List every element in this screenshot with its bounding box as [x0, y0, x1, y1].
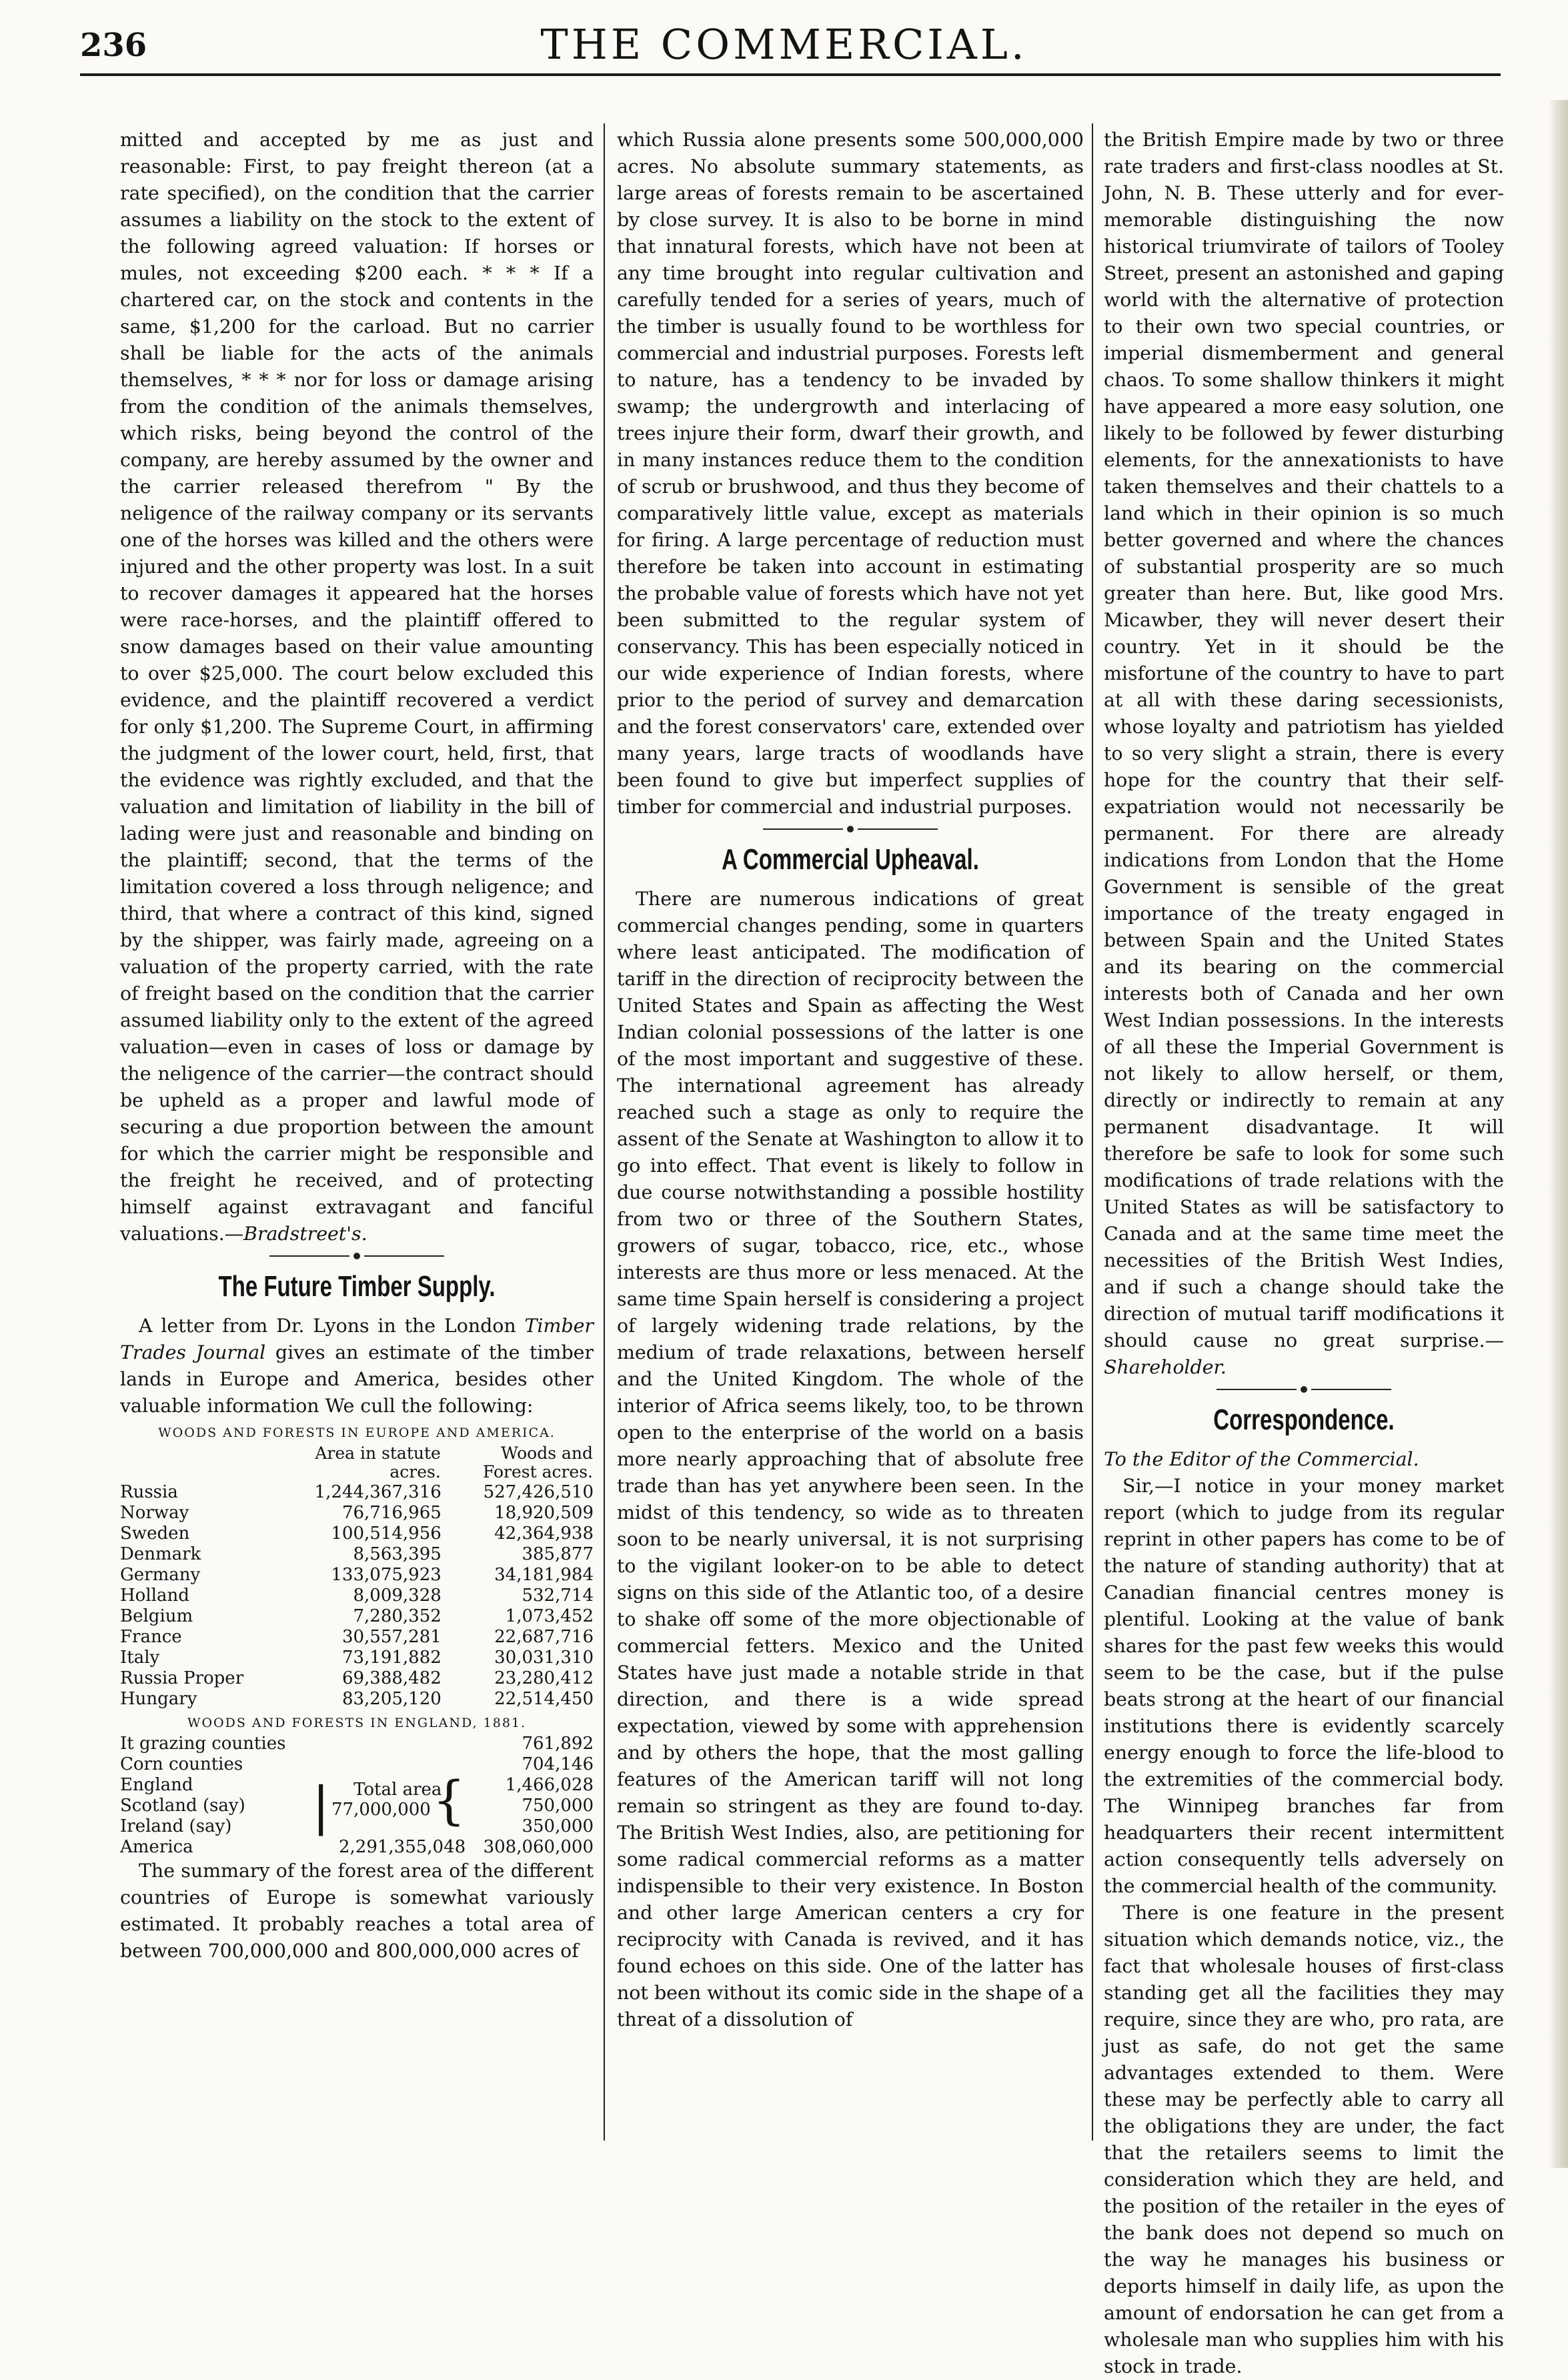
bradstreets-paragraph: mitted and accepted by me as just and reasonable: First, to pay freight thereon (at a rate specified), on the condition that the carrier assumes a liability on the stock to the extent of the following agreed valuation: If horses or mules, not exceeding $200 each. * * * If a chartered car, on the stock and contents in the same, $1,200 for the carload. But no carrier shall be liable for the acts of the animals themselves, * * * nor for loss or damage arising from the condition of the animals themselves, which risks, being beyond the control of the company, are hereby assumed by the owner and the carrier released therefrom " By the neligence of the railway company or its servants one of the horses was killed and the others were injured and the other property was lost. In a suit to recover damages it appeared hat the horses were race-horses, and the plaintiff offered to snow damages based on their value amounting to over $25,000. The court below excluded this evidence, and the plaintiff recovered a verdict for only $1,200. The Supreme Court, in affirming the judgment of the lower court, held, first, that the evidence was rightly excluded, and that the valuation and limitation of liability in the bill of lading were just and reasonable and binding on the plaintiff; second, that the terms of the limitation covered a loss through neligence; and third, that where a contract of this kind, signed by the shipper, was fairly made, agreeing on a valuation of the property carried, with the rate of freight based on the condition that the carrier assumed liability only to the extent of the agreed valuation—even in cases of loss or damage by the neligence of the carrier—the contract should be upheld as a proper and lawful mode of securing a due proportion between the amount for which the carrier might be responsible and the freight he received, and of protecting himself against extravagant and fanciful valuations.—	[120, 129, 594, 1245]
column-3	[1104, 127, 1504, 2380]
table-row-label: England	[120, 1775, 193, 1795]
table-cell: 750,000	[522, 1796, 594, 1816]
headline-timber-supply: The Future Timber Supply.	[218, 1270, 496, 1303]
table-cell: 22,514,450	[494, 1689, 594, 1709]
column-rule-1	[604, 123, 605, 2141]
shareholder-signature: Shareholder.	[1104, 1356, 1227, 1378]
table-row-label: Ireland (say)	[120, 1816, 232, 1836]
table-europe-caption: WOODS AND FORESTS IN EUROPE AND AMERICA.	[158, 1425, 556, 1440]
table-cell: 34,181,984	[494, 1565, 594, 1585]
column-2	[617, 127, 1084, 2033]
table-row	[120, 1586, 594, 1606]
table-cell: 761,892	[522, 1734, 594, 1754]
table-cell: 532,714	[522, 1586, 594, 1606]
table-row-label: Scotland (say)	[120, 1796, 245, 1816]
table-row-label: It grazing counties	[120, 1734, 286, 1754]
correspondence-paragraph-2: There is one feature in the present situation which demands notice, viz., the fact that wholesale houses of first-class standing get all the facilities they may require, since they are who, pro rata, are just as safe, do not get the same advantages extended to them. Were these may be perfectly able to carry all the obligations they are under, the fact that the retailers seems to limit the consideration which they are held, and the position of the retailer in the eyes of the bank does not depend so much on the way he manages his business or deports himself in daily life, as upon the amount of endorsation he can get from a wholesale man who supplies him with his stock in trade.	[1104, 1902, 1504, 2377]
table-row-label: France	[120, 1627, 182, 1647]
headline-commercial-upheaval: A Commercial Upheaval.	[722, 843, 979, 876]
table-england-caption: WOODS AND FORESTS IN ENGLAND, 1881.	[187, 1716, 527, 1730]
timber-intro-paragraph	[120, 1313, 594, 1419]
table-cell: 22,687,716	[494, 1627, 594, 1647]
table-cell: 2,291,355,048	[338, 1837, 466, 1857]
col-head-area: Area in statute acres.	[315, 1443, 441, 1481]
table-row	[120, 1606, 594, 1627]
table-cell: 76,716,965	[341, 1503, 442, 1523]
table-england-forests	[120, 1734, 594, 1858]
header-rule	[80, 73, 1501, 76]
table-cell: 73,191,882	[341, 1648, 442, 1668]
table-row	[120, 1668, 594, 1689]
table-cell: 83,205,120	[341, 1689, 442, 1709]
section-ornament	[1104, 1386, 1504, 1393]
table-cell: 133,075,923	[331, 1565, 442, 1585]
article-bradstreets-text	[120, 127, 594, 1247]
timber-continued-paragraph: which Russia alone presents some 500,000,000 acres. No absolute summary statements, as large areas of forests remain to be ascertained by close survey. It is also to be borne in mind that innatural forests, which have not been at any time brought into regular cultivation and carefully tended for a series of years, much of the timber is usually found to be worthless for commercial and industrial purposes. Forests left to nature, has a tendency to be invaded by swamp; the undergrowth and interlacing of trees injure their form, dwarf their growth, and in many instances reduce them to the condition of scrub or brushwood, and thus they become of comparatively little value, except as materials for firing. A large percentage of reduction must therefore be taken into account in estimating the probable value of forests which have not yet been submitted to the regular system of conservancy. This has been especially noticed in our wide experience of Indian forests, where prior to the period of survey and demarcation and the forest conservators' care, extended over many years, large tracts of woodlands have been found to give but imperfect supplies of timber for commercial and industrial purposes.	[617, 129, 1084, 818]
table-row-label: Russia Proper	[120, 1668, 244, 1688]
timber-journal-name: Timber Trades Journal	[120, 1315, 594, 1363]
table-cell: 350,000	[522, 1816, 594, 1836]
table-cell: 385,877	[522, 1544, 594, 1564]
table-row-label: America	[120, 1837, 193, 1857]
table-row	[120, 1524, 594, 1544]
table-row	[120, 1503, 594, 1524]
column-1	[120, 127, 594, 1964]
table-cell: 18,920,509	[494, 1503, 594, 1523]
bradstreets-signature: Bradstreet's.	[243, 1223, 367, 1245]
table-europe-forests	[120, 1443, 594, 1710]
table-row-label: Belgium	[120, 1606, 193, 1626]
table-row	[120, 1565, 594, 1586]
table-cell: 100,514,956	[331, 1524, 442, 1544]
torn-page-edge	[1548, 100, 1568, 2168]
table-row-label: Russia	[120, 1482, 178, 1502]
table-cell: 308,060,000	[483, 1837, 594, 1857]
correspondence-paragraph-1: Sir,—I notice in your money market report (which to judge from its regular reprint in other papers has come to be of the nature of standing authority) that at Canadian financial centres money is plentiful. Looking at the value of bank shares for the past few weeks this would seem to be the case, but if the pulse beats strong at the heart of our financial institutions there is evidently scarcely energy enough to force the life-blood to the extremities of the commercial body. The Winnipeg branches far from headquarters their recent intermittent action consequently tells adversely on the commercial health of the community.	[1104, 1475, 1504, 1897]
table-cell: 23,280,412	[494, 1668, 594, 1688]
to-editor-line: To the Editor of the Commercial.	[1104, 1448, 1419, 1470]
section-ornament	[617, 826, 1084, 832]
table-row-label: Italy	[120, 1648, 160, 1668]
table-row	[120, 1544, 594, 1565]
total-area-brace: | Total area 77,000,000 {	[312, 1770, 466, 1836]
table-cell: 1,466,028	[505, 1775, 594, 1795]
table-cell: 30,557,281	[341, 1627, 442, 1647]
table-cell: 7,280,352	[353, 1606, 442, 1626]
table-cell: 8,563,395	[353, 1544, 442, 1564]
col-head-woods: Woods and Forest acres.	[482, 1443, 593, 1481]
total-area-label: Total area	[353, 1779, 442, 1800]
table-cell: 30,031,310	[494, 1648, 594, 1668]
table-cell: 527,426,510	[483, 1482, 594, 1502]
table-row	[120, 1627, 594, 1648]
timber-intro-text-a: A letter from Dr. Lyons in the London	[139, 1315, 525, 1337]
page-number: 236	[80, 27, 147, 64]
timber-intro-text-b: gives an estimate of the timber lands in Europe and America, besides other valuable information We cull the following:	[120, 1341, 594, 1417]
column-rule-2	[1092, 123, 1093, 2141]
table-row	[120, 1648, 594, 1668]
table-row-label: Sweden	[120, 1524, 190, 1544]
table-cell: 1,073,452	[505, 1606, 594, 1626]
section-ornament	[120, 1253, 594, 1259]
timber-summary-paragraph: The summary of the forest area of the different countries of Europe is somewhat variously estimated. It probably reaches a total area of between 700,000,000 and 800,000,000 acres of	[120, 1860, 594, 1962]
table-cell: 8,009,328	[353, 1586, 442, 1606]
table-row	[120, 1689, 594, 1710]
upheaval-continued-paragraph	[1104, 127, 1504, 1381]
table-row	[120, 1482, 594, 1503]
table-row-label: Corn counties	[120, 1754, 243, 1774]
table-cell: 42,364,938	[494, 1524, 594, 1544]
table-row-label: Norway	[120, 1503, 189, 1523]
masthead: THE COMMERCIAL.	[540, 20, 1028, 69]
table-cell: 1,244,367,316	[314, 1482, 442, 1502]
upheaval-continued-text: the British Empire made by two or three rate traders and first-class noodles at St. John, N. B. These utterly and for ever-memorable distinguishing the now historical triumvirate of tailors of Tooley Street, present an astonished and gaping world with the alternative of protection to their own two special countries, or imperial dismemberment and general chaos. To some shallow thinkers it might have appeared a more easy solution, one likely to be followed by fewer disturbing elements, for the annexationists to have taken themselves and their chattels to a land which in their opinion is so much better governed and where the chances of substantial prosperity are so much greater than here. But, like good Mrs. Micawber, they will never desert their country. Yet in it should be the misfortune of the country to have to part at all with these daring secessionists, whose loyalty and patriotism has yielded to so very slight a strain, there is every hope for the country that their self-expatriation would not necessarily be permanent. For there are already indications from London that the Home Government is sensible of the great importance of the treaty engaged in between Spain and the United States and its bearing on the commercial interests both of Canada and her own West Indian possessions. In the interests of all these the Imperial Government is not likely to allow herself, or them, directly or indirectly to remain at any permanent disadvantage. It will therefore be safe to look for some such modifications of trade relations with the United States as will be satisfactory to Canada and at the same time meet the necessities of the British West Indies, and if such a change should take the direction of mutual tariff modifications it should cause no great surprise.—	[1104, 129, 1504, 1351]
table-row-label: Hungary	[120, 1689, 197, 1709]
table-row-label: Denmark	[120, 1544, 201, 1564]
table-cell: 69,388,482	[341, 1668, 442, 1688]
table-cell: 704,146	[522, 1754, 594, 1774]
headline-correspondence: Correspondence.	[1213, 1403, 1395, 1436]
table-row-label: Holland	[120, 1586, 189, 1606]
table-row-label: Germany	[120, 1565, 201, 1585]
upheaval-paragraph: There are numerous indications of great commercial changes pending, some in quarters where least anticipated. The modification of tariff in the direction of reciprocity between the United States and Spain as affecting the West Indian colonial possessions of the latter is one of the most important and suggestive of these. The international agreement has already reached such a stage as only to require the assent of the Senate at Washington to allow it to go into effect. That event is likely to follow in due course notwithstanding a possible hostility from two or three of the Southern States, growers of sugar, tobacco, rice, etc., whose interests are thus more or less menaced. At the same time Spain herself is considering a project of largely widening trade relations, by the medium of trade relaxations, between herself and the United Kingdom. The whole of the interior of Africa seems likely, too, to be thrown open to the enterprise of the world on a basis more nearly approaching that of absolute free trade than has yet anywhere been seen. In the midst of this tendency, so wide as to threaten soon to be nearly universal, it is not surprising to the vigilant looker-on to be able to detect signs on this side of the Atlantic too, of a desire to shake off some of the more objectionable of commercial fetters. Mexico and the United States have just made a notable stride in that direction, and there is a wide spread expectation, viewed by some with apprehension and by others the hope, that the most galling features of the American tariff will not long remain so stringent as they are found to-day. The British West Indies, also, are petitioning for some radical commercial reforms as a matter indispensible to their very existence. In Boston and other large American centers a cry for reciprocity with Canada is revived, and it has found echoes on this side. One of the latter has not been without its comic side in the shape of a threat of a dissolution of	[617, 888, 1084, 2030]
total-area-value: 77,000,000	[331, 1799, 431, 1820]
